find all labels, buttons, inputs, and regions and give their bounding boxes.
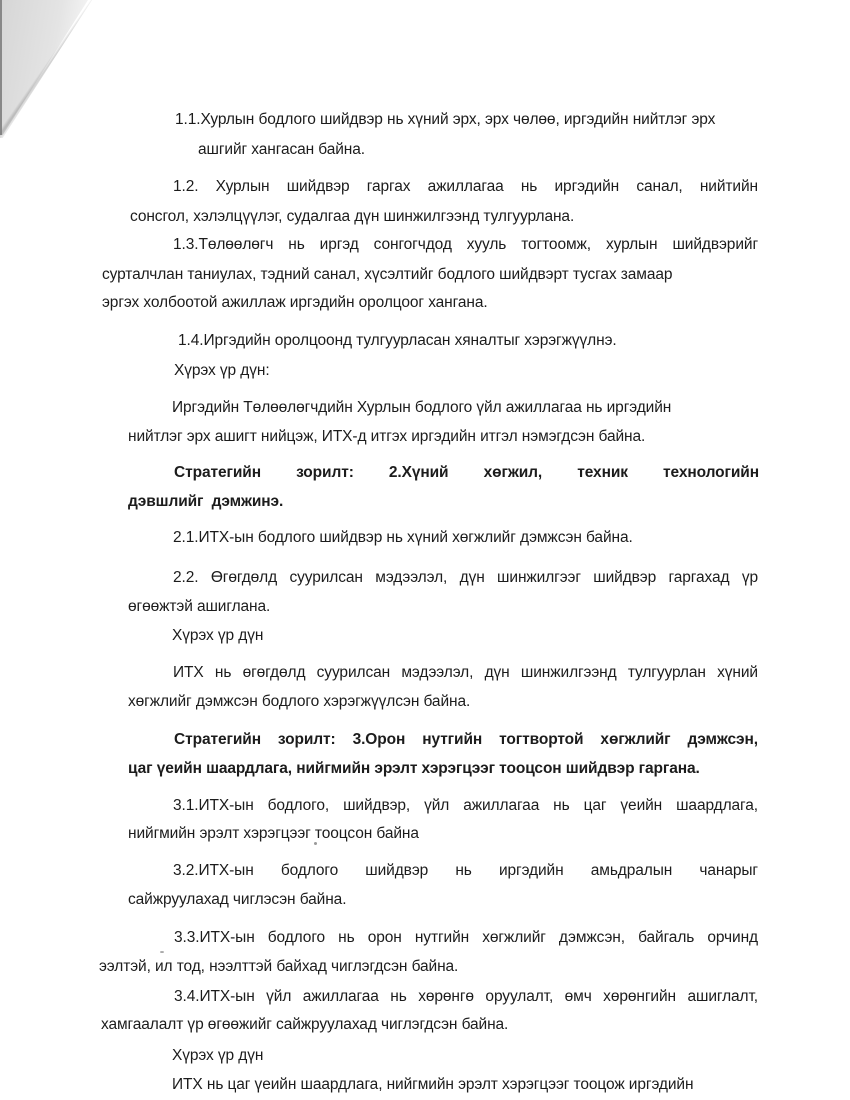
paragraph-2-2-line-1: 2.2. Өгөгдөлд суурилсан мэдээлэл, дүн шинжилгээг шийдвэр гаргахад үр xyxy=(173,569,758,586)
outcome-3-label: Хүрэх үр дүн xyxy=(172,1047,264,1064)
strategic-goal-3-line-1: Стратегийн зорилт: 3.Орон нутгийн тогтвортой хөгжлийг дэмжсэн, xyxy=(174,731,758,748)
paragraph-1-2-line-2: сонсгол, хэлэлцүүлэг, судалгаа дүн шинжилгээнд тулгуурлана. xyxy=(130,208,575,225)
outcome-2-line-2: хөгжлийг дэмжсэн бодлого хэрэгжүүлсэн байна. xyxy=(128,693,471,710)
strategic-goal-3-line-2: цаг үеийн шаардлага, нийгмийн эрэлт хэрэгцээг тооцсон шийдвэр гаргана. xyxy=(128,760,700,777)
paragraph-3-3-line-1: 3.3.ИТХ-ын бодлого нь орон нутгийн хөгжлийг дэмжсэн, байгаль орчинд xyxy=(174,929,758,946)
scan-speck xyxy=(314,842,317,845)
paragraph-3-4-line-2: хамгаалалт үр өгөөжийг сайжруулахад чиглэгдсэн байна. xyxy=(101,1016,509,1033)
paragraph-1-4: 1.4.Иргэдийн оролцоонд тулгуурласан хяналтыг хэрэгжүүлнэ. xyxy=(178,332,617,349)
paragraph-1-3-line-3: эргэх холбоотой ажиллаж иргэдийн оролцоог хангана. xyxy=(102,294,488,311)
paragraph-1-1-line-2: ашгийг хангасан байна. xyxy=(198,141,365,158)
paragraph-3-4-line-1: 3.4.ИТХ-ын үйл ажиллагаа нь хөрөнгө оруулалт, өмч хөрөнгийн ашиглалт, xyxy=(174,988,758,1005)
paragraph-3-2-line-1: 3.2.ИТХ-ын бодлого шийдвэр нь иргэдийн амьдралын чанарыг xyxy=(173,862,758,879)
outcome-3-line-1: ИТХ нь цаг үеийн шаардлага, нийгмийн эрэлт хэрэгцээг тооцож иргэдийн xyxy=(172,1076,694,1093)
outcome-1-label: Хүрэх үр дүн: xyxy=(174,362,270,379)
paragraph-2-2-line-2: өгөөжтэй ашиглана. xyxy=(128,598,271,615)
outcome-2-label: Хүрэх үр дүн xyxy=(172,627,264,644)
paragraph-2-1: 2.1.ИТХ-ын бодлого шийдвэр нь хүний хөгжлийг дэмжсэн байна. xyxy=(173,529,633,546)
strategic-goal-2-line-1: Стратегийн зорилт: 2.Хүний хөгжил, техник технологийн xyxy=(174,464,759,481)
paragraph-1-3-line-1: 1.3.Төлөөлөгч нь иргэд сонгогчдод хууль тогтоомж, хурлын шийдвэрийг xyxy=(173,236,758,253)
outcome-1-line-2: нийтлэг эрх ашигт нийцэж, ИТХ-д итгэх иргэдийн итгэл нэмэгдсэн байна. xyxy=(128,428,646,445)
outcome-2-line-1: ИТХ нь өгөгдөлд суурилсан мэдээлэл, дүн шинжилгээнд тулгуурлан хүний xyxy=(173,664,758,681)
paragraph-1-2-line-1: 1.2. Хурлын шийдвэр гаргах ажиллагаа нь иргэдийн санал, нийтийн xyxy=(173,178,758,195)
paragraph-3-1-line-2: нийгмийн эрэлт хэрэгцээг тооцсон байна xyxy=(128,825,419,842)
paragraph-1-3-line-2: сурталчлан таниулах, тэдний санал, хүсэлтийг бодлого шийдвэрт тусгах замаар xyxy=(102,266,673,283)
strategic-goal-2-line-2: дэвшлийг дэмжинэ. xyxy=(128,493,284,510)
page-curl-shadow xyxy=(0,0,92,138)
paragraph-3-3-line-2: ээлтэй, ил тод, нээлттэй байхад чиглэгдсэн байна. xyxy=(99,958,459,975)
paragraph-1-1-line-1: 1.1.Хурлын бодлого шийдвэр нь хүний эрх, эрх чөлөө, иргэдийн нийтлэг эрх xyxy=(175,111,716,128)
paragraph-3-1-line-1: 3.1.ИТХ-ын бодлого, шийдвэр, үйл ажиллагаа нь цаг үеийн шаардлага, xyxy=(173,797,758,814)
outcome-1-line-1: Иргэдийн Төлөөлөгчдийн Хурлын бодлого үйл ажиллагаа нь иргэдийн xyxy=(172,399,672,416)
paragraph-3-2-line-2: сайжруулахад чиглэсэн байна. xyxy=(128,891,347,908)
scan-speck xyxy=(160,951,164,953)
